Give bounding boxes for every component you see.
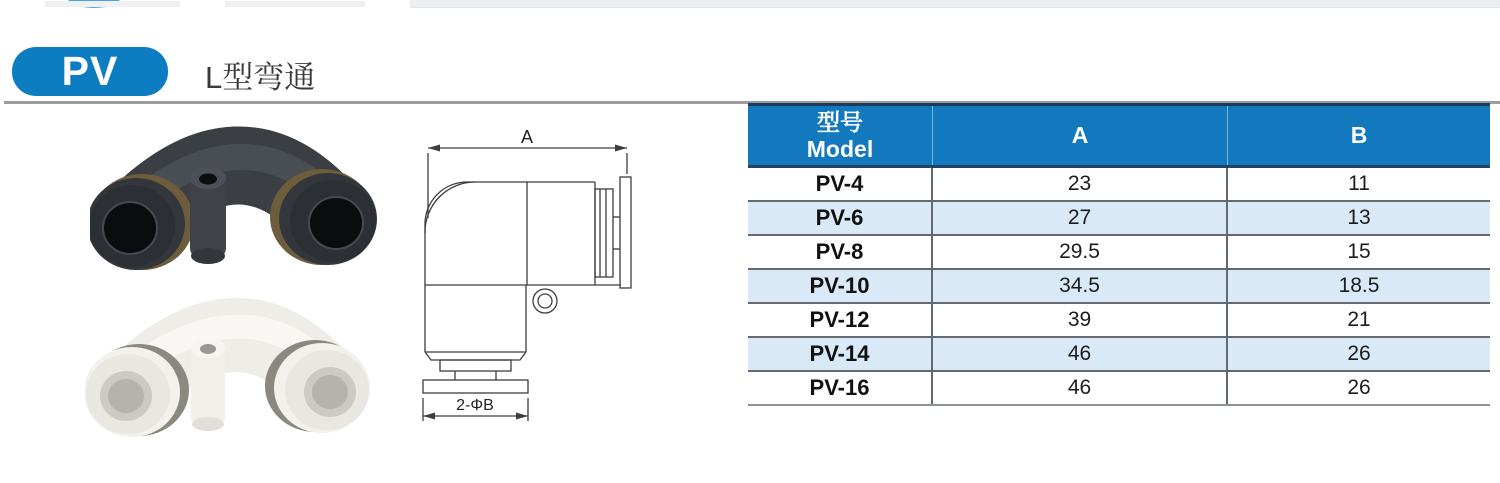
cell-model: PV-8 [748, 236, 933, 268]
table-header-row [748, 103, 1490, 168]
cell-model: PV-10 [748, 270, 933, 302]
cell-a: 29.5 [933, 236, 1228, 268]
cell-model: PV-14 [748, 338, 933, 370]
cell-a: 46 [933, 338, 1228, 370]
dimension-drawing [410, 120, 660, 425]
cell-model: PV-16 [748, 372, 933, 404]
white-elbow-fitting-photo [85, 296, 395, 441]
table-row [748, 168, 1490, 202]
cell-b: 13 [1347, 206, 1371, 229]
cell-model: PV-6 [748, 202, 933, 234]
header-model-cn: 型号 [817, 109, 863, 136]
header-model-en: Model [806, 135, 874, 162]
header-cell-b: B [1350, 122, 1368, 149]
header-remnant-shape [45, 1, 180, 7]
page-subtitle: L型弯通 [205, 60, 316, 95]
table-row [748, 202, 1490, 236]
table-row [748, 372, 1490, 406]
cell-a: 39 [933, 304, 1228, 336]
header-remnant-shape [225, 1, 365, 7]
dim-label-a: A [520, 127, 534, 147]
cell-a: 23 [933, 168, 1228, 200]
cell-b: 26 [1347, 342, 1371, 365]
black-elbow-fitting-photo [90, 122, 390, 297]
cell-b: 15 [1347, 240, 1371, 263]
header-cell-a: A [933, 106, 1228, 165]
cell-b: 18.5 [1338, 274, 1380, 297]
cell-model: PV-4 [748, 168, 933, 200]
spec-table [748, 103, 1490, 406]
cell-b: 11 [1348, 172, 1370, 195]
table-row [748, 270, 1490, 304]
cell-a: 27 [933, 202, 1228, 234]
cell-b: 21 [1347, 308, 1371, 331]
cell-model: PV-12 [748, 304, 933, 336]
dim-label-b: 2-ΦB [456, 397, 494, 414]
header-cell-model [748, 106, 933, 165]
cell-a: 46 [933, 372, 1228, 404]
series-badge-label: PV [61, 48, 119, 94]
cell-b: 26 [1347, 376, 1371, 399]
series-badge [12, 47, 168, 96]
header-remnant-bar [410, 0, 1500, 8]
table-row [748, 236, 1490, 270]
table-row [748, 304, 1490, 338]
cell-a: 34.5 [933, 270, 1228, 302]
table-row [748, 338, 1490, 372]
